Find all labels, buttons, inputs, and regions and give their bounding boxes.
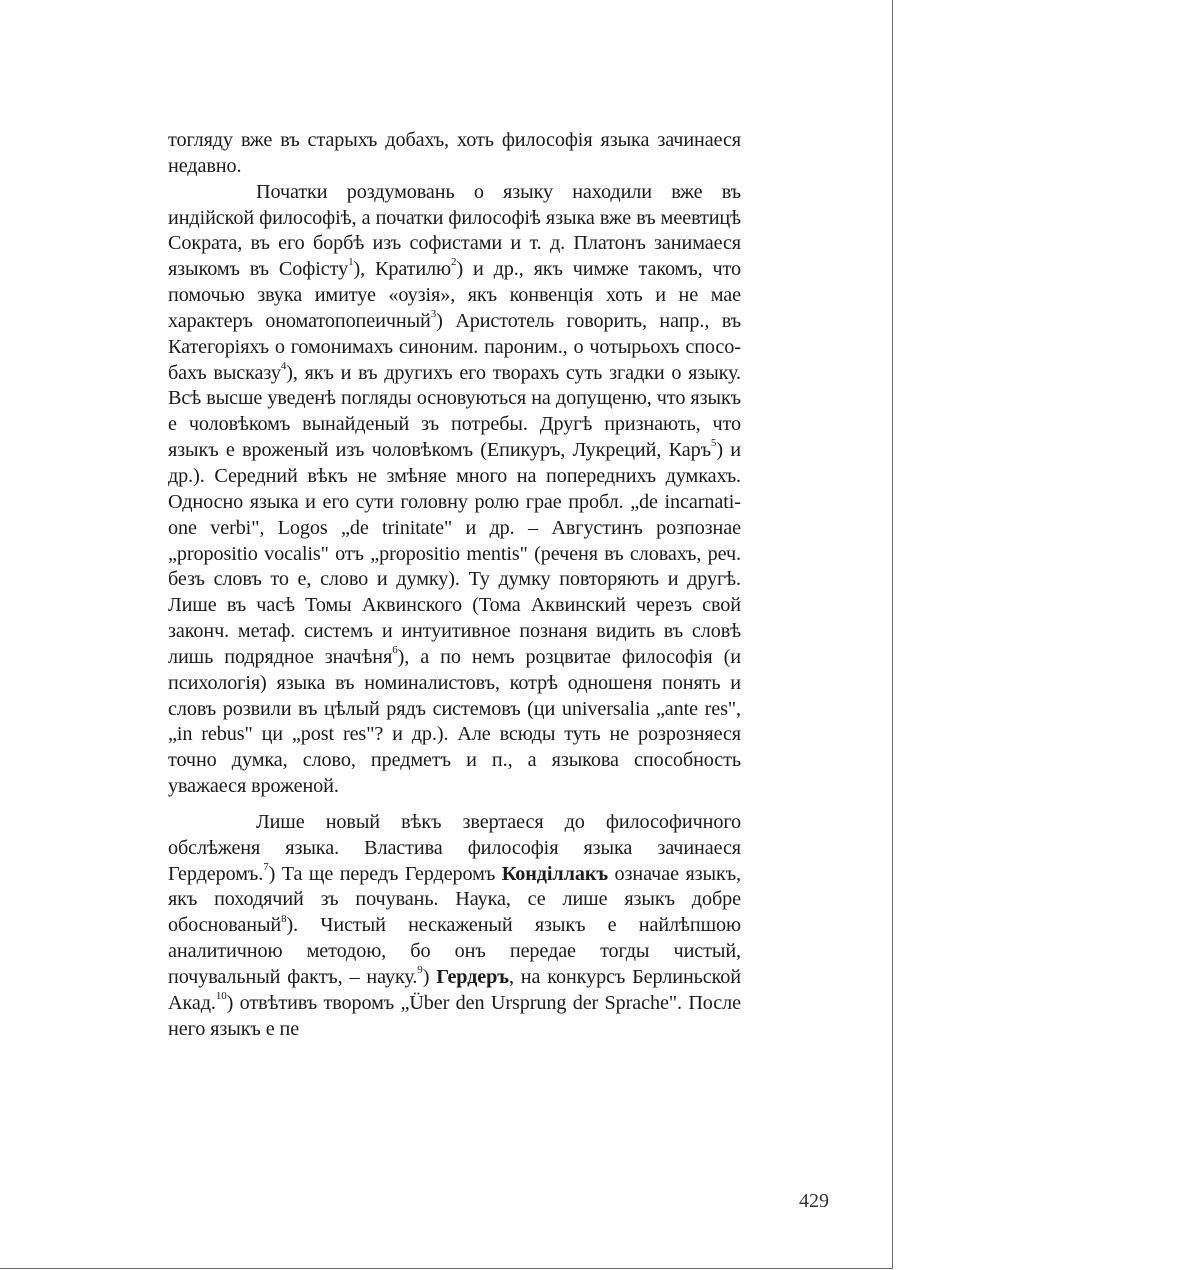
text-run: ) отвѣтивъ творомъ „Über den Ursprung der Sprache". После него языкъ е пе [168, 991, 741, 1040]
footnote-ref: 9 [417, 964, 423, 977]
footnote-ref: 1 [348, 256, 354, 269]
text-run: ) [422, 966, 437, 988]
text-run: Початки роздумовань о языку находили вже въ индійской философіѣ, а початки философіѣ языка вже въ меевтицѣ Сократа, въ его борбѣ изъ софистами и т. д. Платонъ занимаеся языкомъ въ Софісту [168, 180, 741, 281]
footnote-ref: 6 [392, 644, 398, 657]
text-run: ). Чистый нескаженый языкъ е найлѣпшою аналитичною методою, бо онъ передае тогды чистый, почувальный фактъ, – науку. [168, 914, 741, 988]
body-text [168, 128, 741, 1043]
text-run: ) Аристотель говорить, напр., въ Категоріяхъ о гомонимахъ синоним. пароним., о чотырьохъ способахъ высказу [168, 309, 742, 384]
bold-name: Гердеръ [436, 966, 509, 988]
paragraph [168, 180, 741, 800]
text-run: ) и др.). Середний вѣкъ не змѣняе много на попереднихъ думкахъ. Односно языка и его сути головну ролю грае пробл. „de incarnatione verbi", Logos „de trinitate" и др. – Августинъ розпознае „propositio vocalis" отъ „propositio mentis" (реченя въ словахъ, реч. безъ словъ то е, слово и думку). Ту думку повторяють и другѣ. Лише въ часѣ Томы Аквинского (Тома Аквинский черезъ свой законч. метаф. системъ и интуитивное познаня видить въ словѣ лишь подрядное значѣня [168, 439, 741, 668]
text-run: тогляду вже въ старыхъ добахъ, хоть философія языка зачинаеся недавно. [168, 129, 741, 177]
footnote-ref: 2 [451, 256, 457, 269]
footnote-ref: 4 [280, 359, 287, 372]
paragraph [168, 128, 741, 180]
bold-name: Конділлакъ [501, 862, 609, 885]
text-run: , на конкурсъ Берлиньской Акад. [168, 966, 741, 1014]
page-number: 429 [799, 1190, 829, 1212]
footnote-ref: 5 [710, 437, 717, 450]
footnote-ref: 7 [263, 860, 269, 873]
footnote-ref: 8 [281, 912, 287, 925]
paragraph [168, 810, 741, 1043]
text-run: ) и др., якъ чимже такомъ, что помочью звука имитуе «оузія», якъ конвенція хоть и не мае характеръ ономатопопеичный [168, 258, 741, 332]
text-run: ), а по немъ розцвитае философія (и психологія) языка въ номиналистовъ, котрѣ одношеня понять и словъ розвили въ цѣлый рядъ системовъ (ци universalia „ante res", „in rebus" ци „post res"? и др.). Але всюды туть не розрозняеся точно думка, слово, предметъ и п., а языкова способность уважаеся вроженой. [168, 645, 741, 798]
footnote-ref: 3 [430, 308, 437, 321]
text-run: Лише новый вѣкъ звертаеся до философичного обслѣженя языка. Властива философія языка зачинаеся Гердеромъ. [168, 810, 741, 885]
text-run: ), якъ и въ другихъ его творахъ суть згадки о языку. Всѣ высше уведенѣ погляды основуються на допущеню, что языкъ е чоловѣкомъ вынайденый зъ потребы. Другѣ признають, что языкъ е вроженый изъ чоловѣкомъ (Епикуръ, Лукреций, Каръ [168, 361, 741, 462]
text-run: означае языкъ, якъ походячий зъ почувань. Наука, се лише языкъ добре обоснованый [168, 862, 741, 937]
footnote-ref: 10 [215, 990, 227, 1003]
text-run: ), Кратилю [353, 258, 452, 281]
text-run: ) Та ще передъ Гердеромъ [268, 862, 502, 885]
